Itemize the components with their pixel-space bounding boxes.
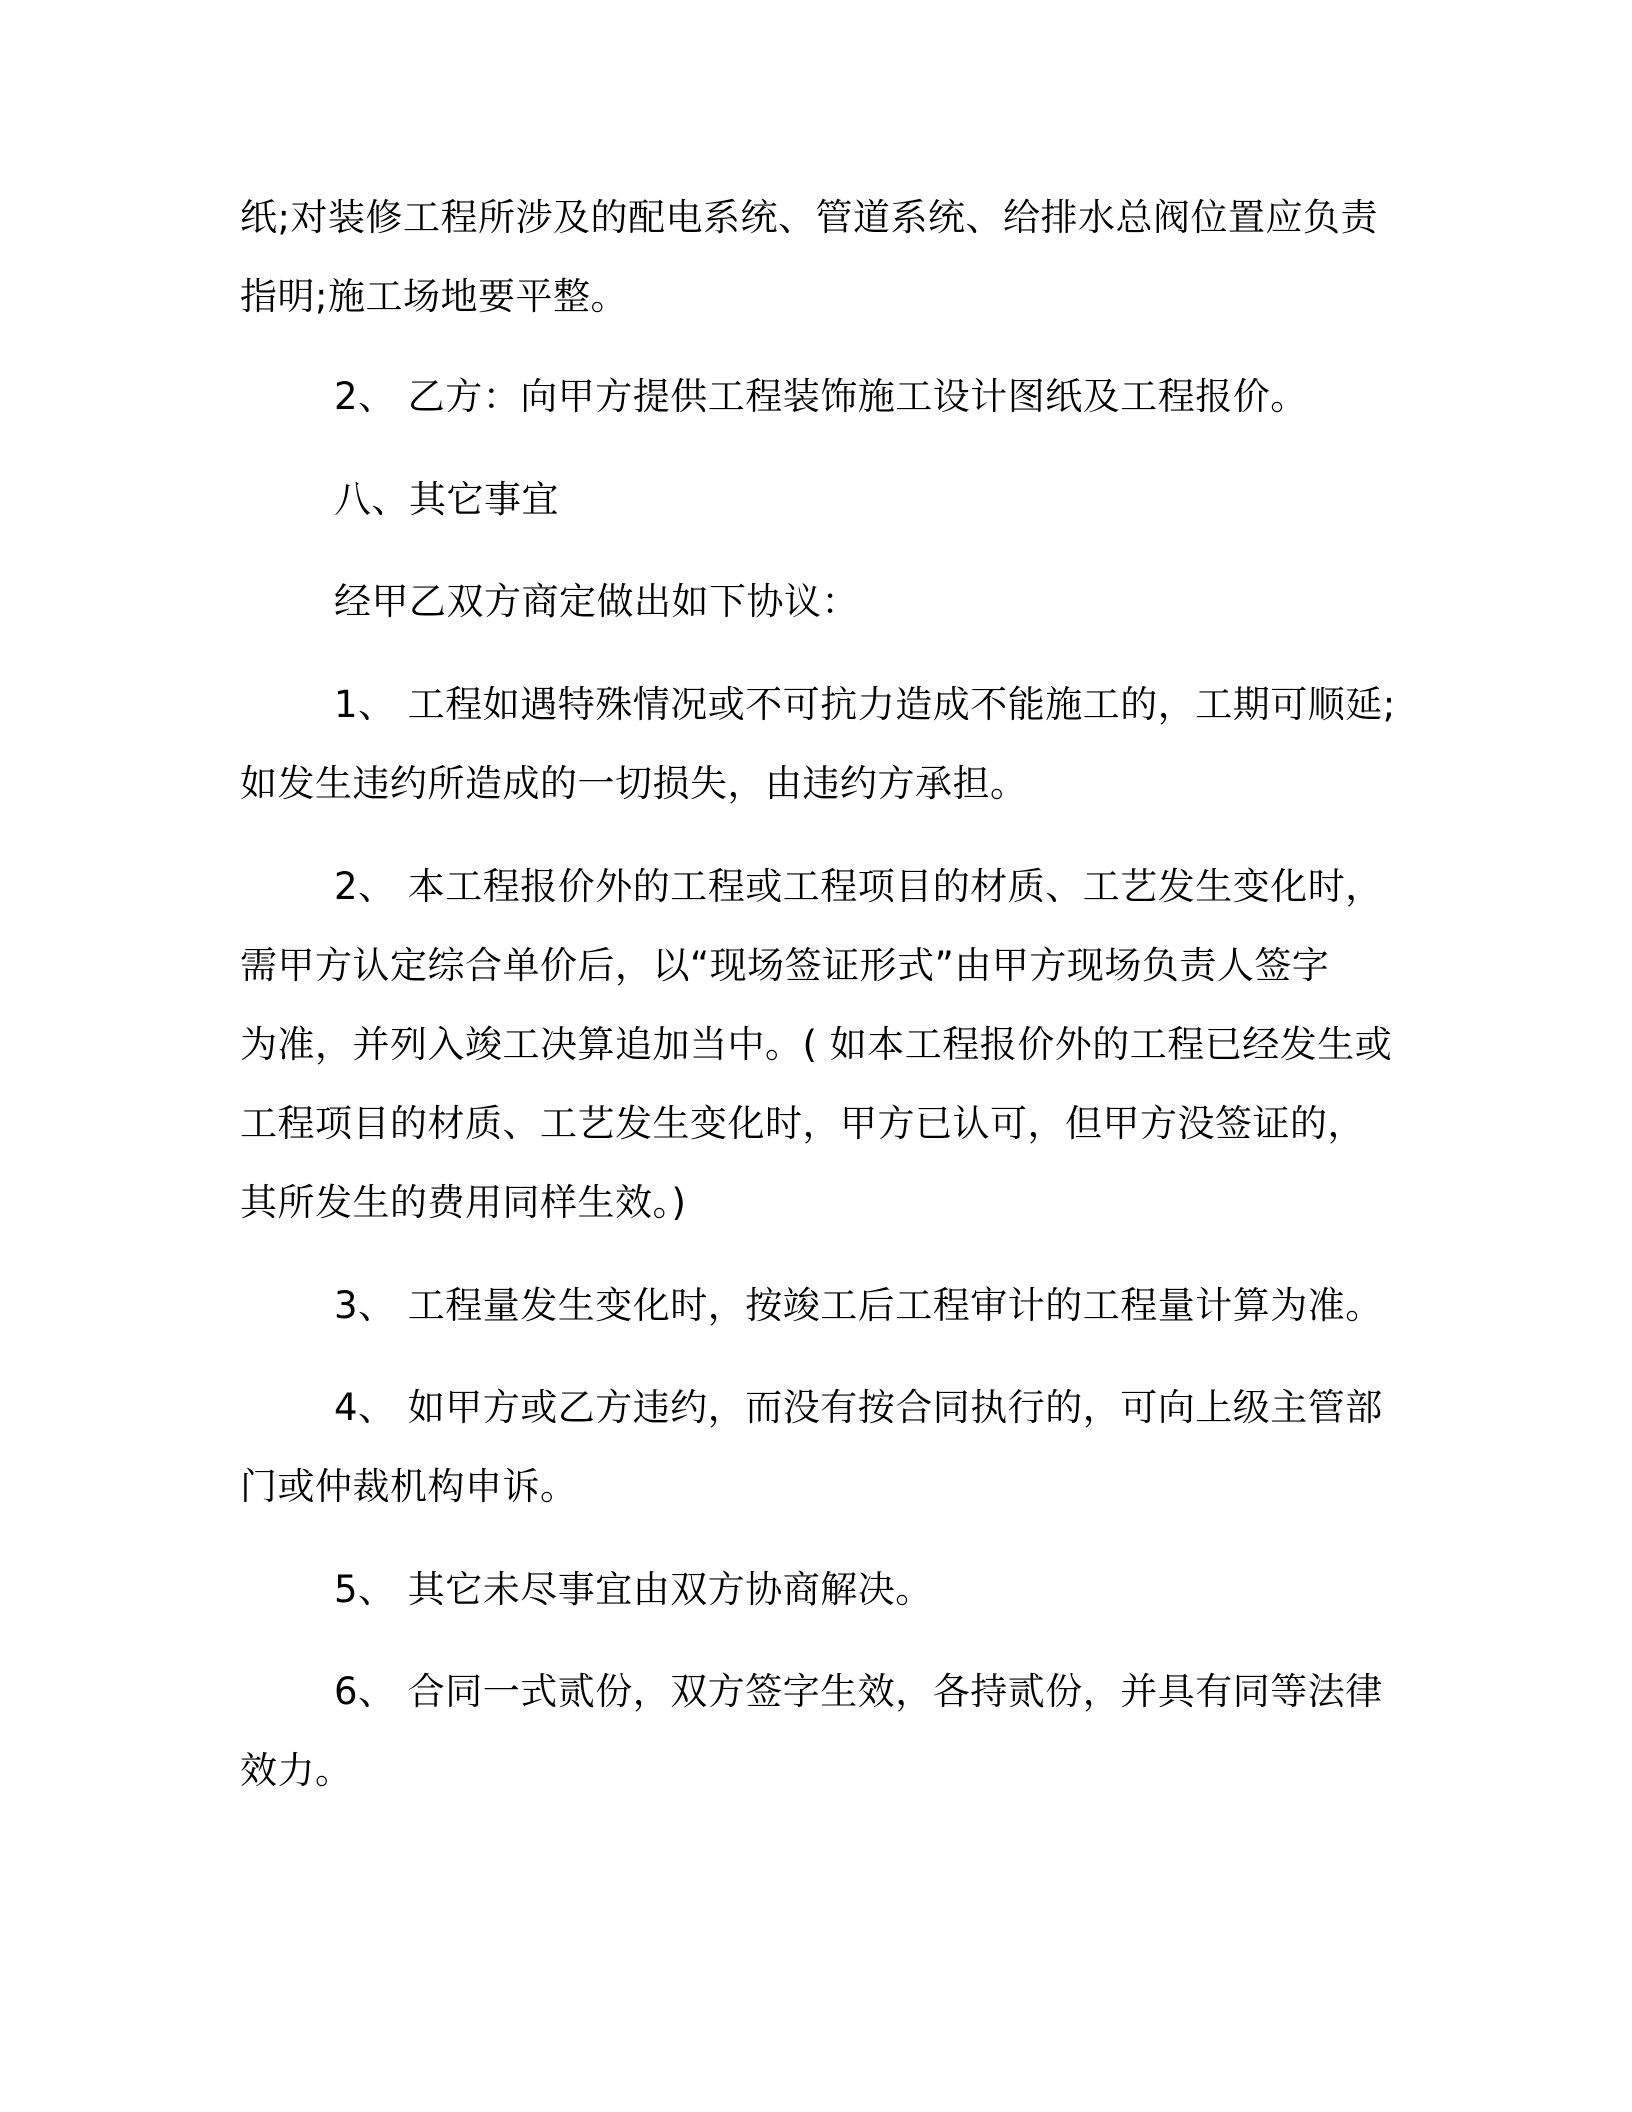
- text-line: 如发生违约所造成的一切损失，由违约方承担。: [240, 762, 1028, 805]
- text-line: 为准，并列入竣工决算追加当中。( 如本工程报价外的工程已经发生或: [240, 1023, 1393, 1066]
- text-line: 纸;对装修工程所涉及的配电系统、管道系统、给排水总阀位置应负责: [240, 196, 1378, 239]
- text-line: 指明;施工场地要平整。: [240, 275, 628, 318]
- section-heading: 八、其它事宜: [334, 478, 559, 521]
- text-line: 需甲方认定综合单价后，以“现场签证形式”由甲方现场负责人签字: [240, 944, 1330, 987]
- text-line: 6、 合同一式贰份，双方签字生效，各持贰份，并具有同等法律: [334, 1670, 1383, 1713]
- text-line: 1、 工程如遇特殊情况或不可抗力造成不能施工的，工期可顺延;: [334, 683, 1396, 726]
- text-line: 4、 如甲方或乙方违约，而没有按合同执行的，可向上级主管部: [334, 1386, 1383, 1429]
- text-line: 经甲乙双方商定做出如下协议：: [334, 580, 859, 623]
- text-line: 5、 其它未尽事宜由双方协商解决。: [334, 1568, 933, 1611]
- text-line: 效力。: [240, 1749, 353, 1792]
- text-line: 3、 工程量发生变化时，按竣工后工程审计的工程量计算为准。: [334, 1284, 1383, 1327]
- text-line: 2、 乙方：向甲方提供工程装饰施工设计图纸及工程报价。: [334, 375, 1308, 418]
- text-line: 门或仲裁机构申诉。: [240, 1465, 578, 1508]
- text-line: 其所发生的费用同样生效。): [240, 1181, 687, 1224]
- text-line: 工程项目的材质、工艺发生变化时，甲方已认可，但甲方没签证的，: [240, 1102, 1365, 1145]
- text-line: 2、 本工程报价外的工程或工程项目的材质、工艺发生变化时，: [334, 865, 1383, 908]
